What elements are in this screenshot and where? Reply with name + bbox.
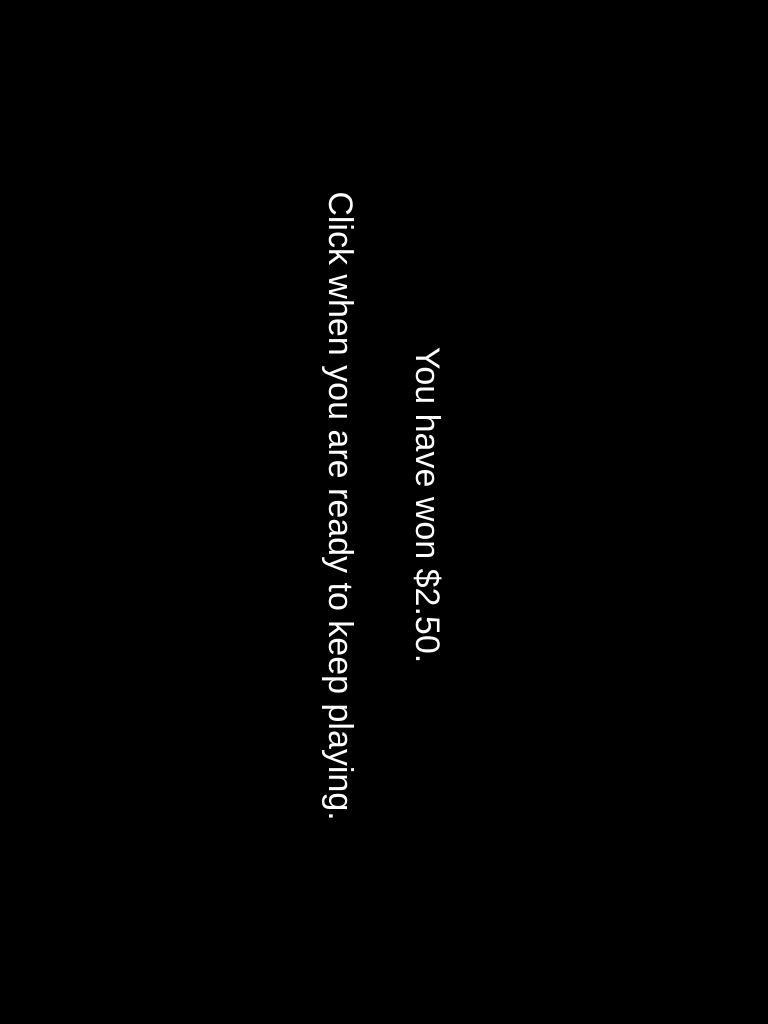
continue-instruction: Click when you are ready to keep playing.	[321, 191, 359, 821]
winnings-message: You have won $2.50.	[408, 346, 446, 664]
